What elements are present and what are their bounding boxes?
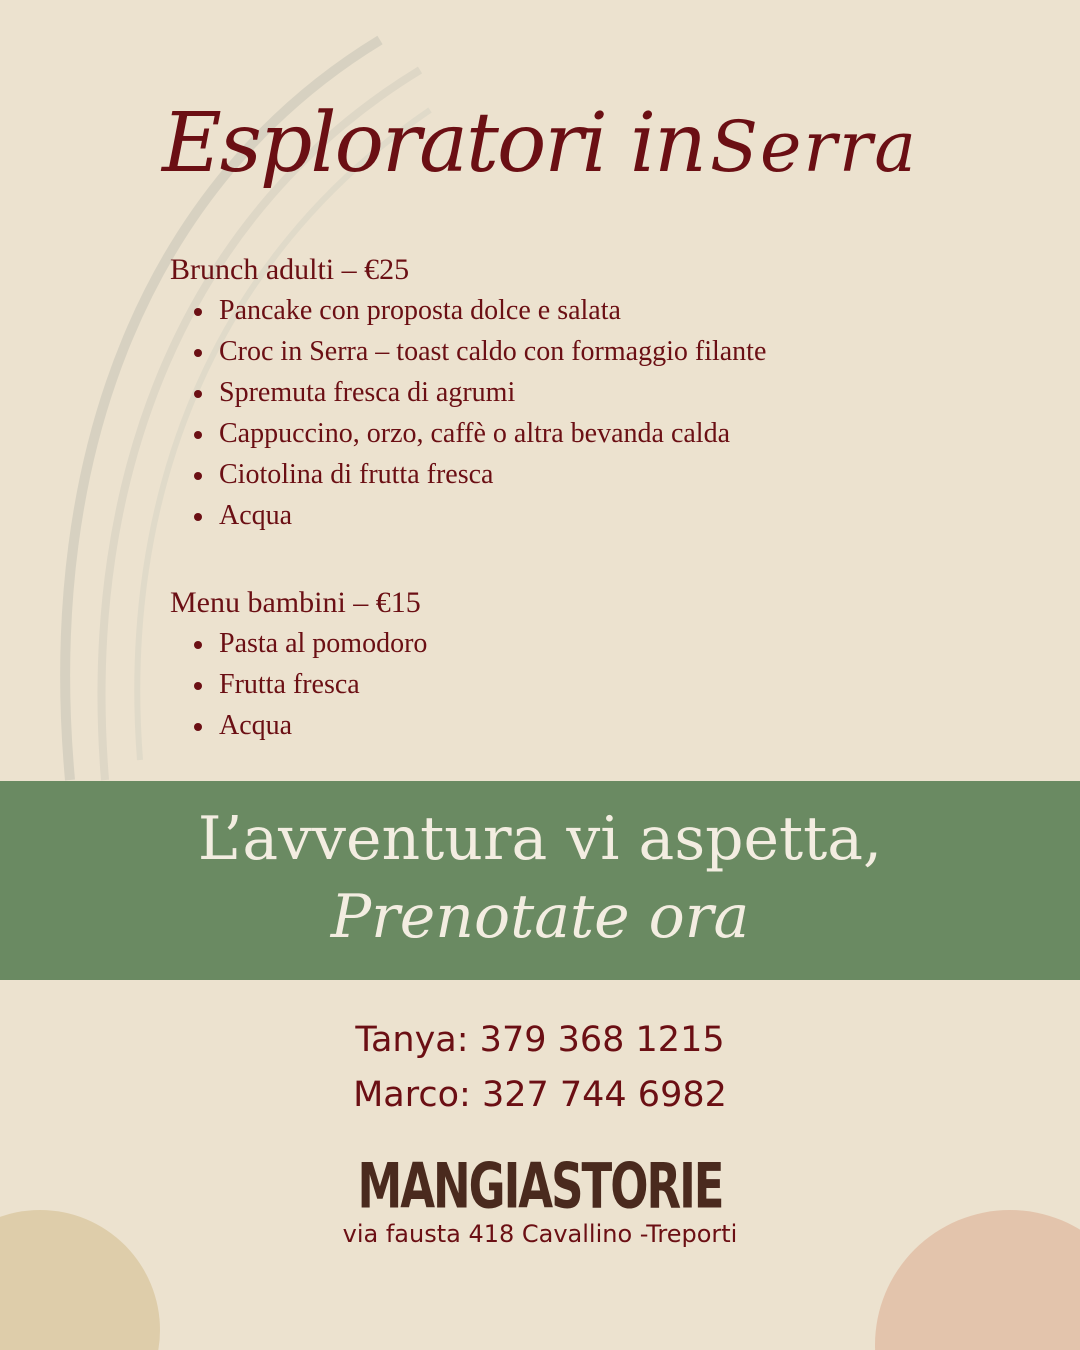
list-item: Acqua bbox=[170, 495, 766, 536]
adult-menu-section bbox=[170, 249, 766, 536]
banner-line-2: Prenotate ora bbox=[330, 882, 750, 952]
contact-marco: Marco: 327 744 6982 bbox=[353, 1075, 727, 1115]
list-item: Pasta al pomodoro bbox=[170, 623, 427, 664]
list-item: Croc in Serra – toast caldo con formaggio filante bbox=[170, 331, 766, 372]
contacts bbox=[0, 1013, 1080, 1123]
banner-line-1: L’avventura vi aspetta, bbox=[197, 804, 883, 874]
list-item: Acqua bbox=[170, 705, 427, 746]
adult-menu-heading: Brunch adulti – €25 bbox=[170, 253, 410, 286]
kids-menu-section bbox=[170, 582, 427, 746]
list-item: Frutta fresca bbox=[170, 664, 427, 705]
adult-menu-list bbox=[170, 290, 766, 536]
contact-tanya: Tanya: 379 368 1215 bbox=[355, 1020, 725, 1060]
list-item: Ciotolina di frutta fresca bbox=[170, 454, 766, 495]
list-item: Spremuta fresca di agrumi bbox=[170, 372, 766, 413]
list-item: Pancake con proposta dolce e salata bbox=[170, 290, 766, 331]
brand-logo: MANGIASTORIE bbox=[357, 1150, 723, 1223]
kids-menu-heading: Menu bambini – €15 bbox=[170, 586, 421, 619]
address: via fausta 418 Cavallino -Treporti bbox=[342, 1220, 738, 1248]
booking-banner bbox=[0, 781, 1080, 980]
title-part-2: Serra bbox=[710, 106, 919, 188]
page-title bbox=[0, 96, 1080, 191]
kids-menu-list bbox=[170, 623, 427, 746]
title-part-1: Esploratori in bbox=[161, 96, 705, 191]
list-item: Cappuccino, orzo, caffè o altra bevanda calda bbox=[170, 413, 766, 454]
